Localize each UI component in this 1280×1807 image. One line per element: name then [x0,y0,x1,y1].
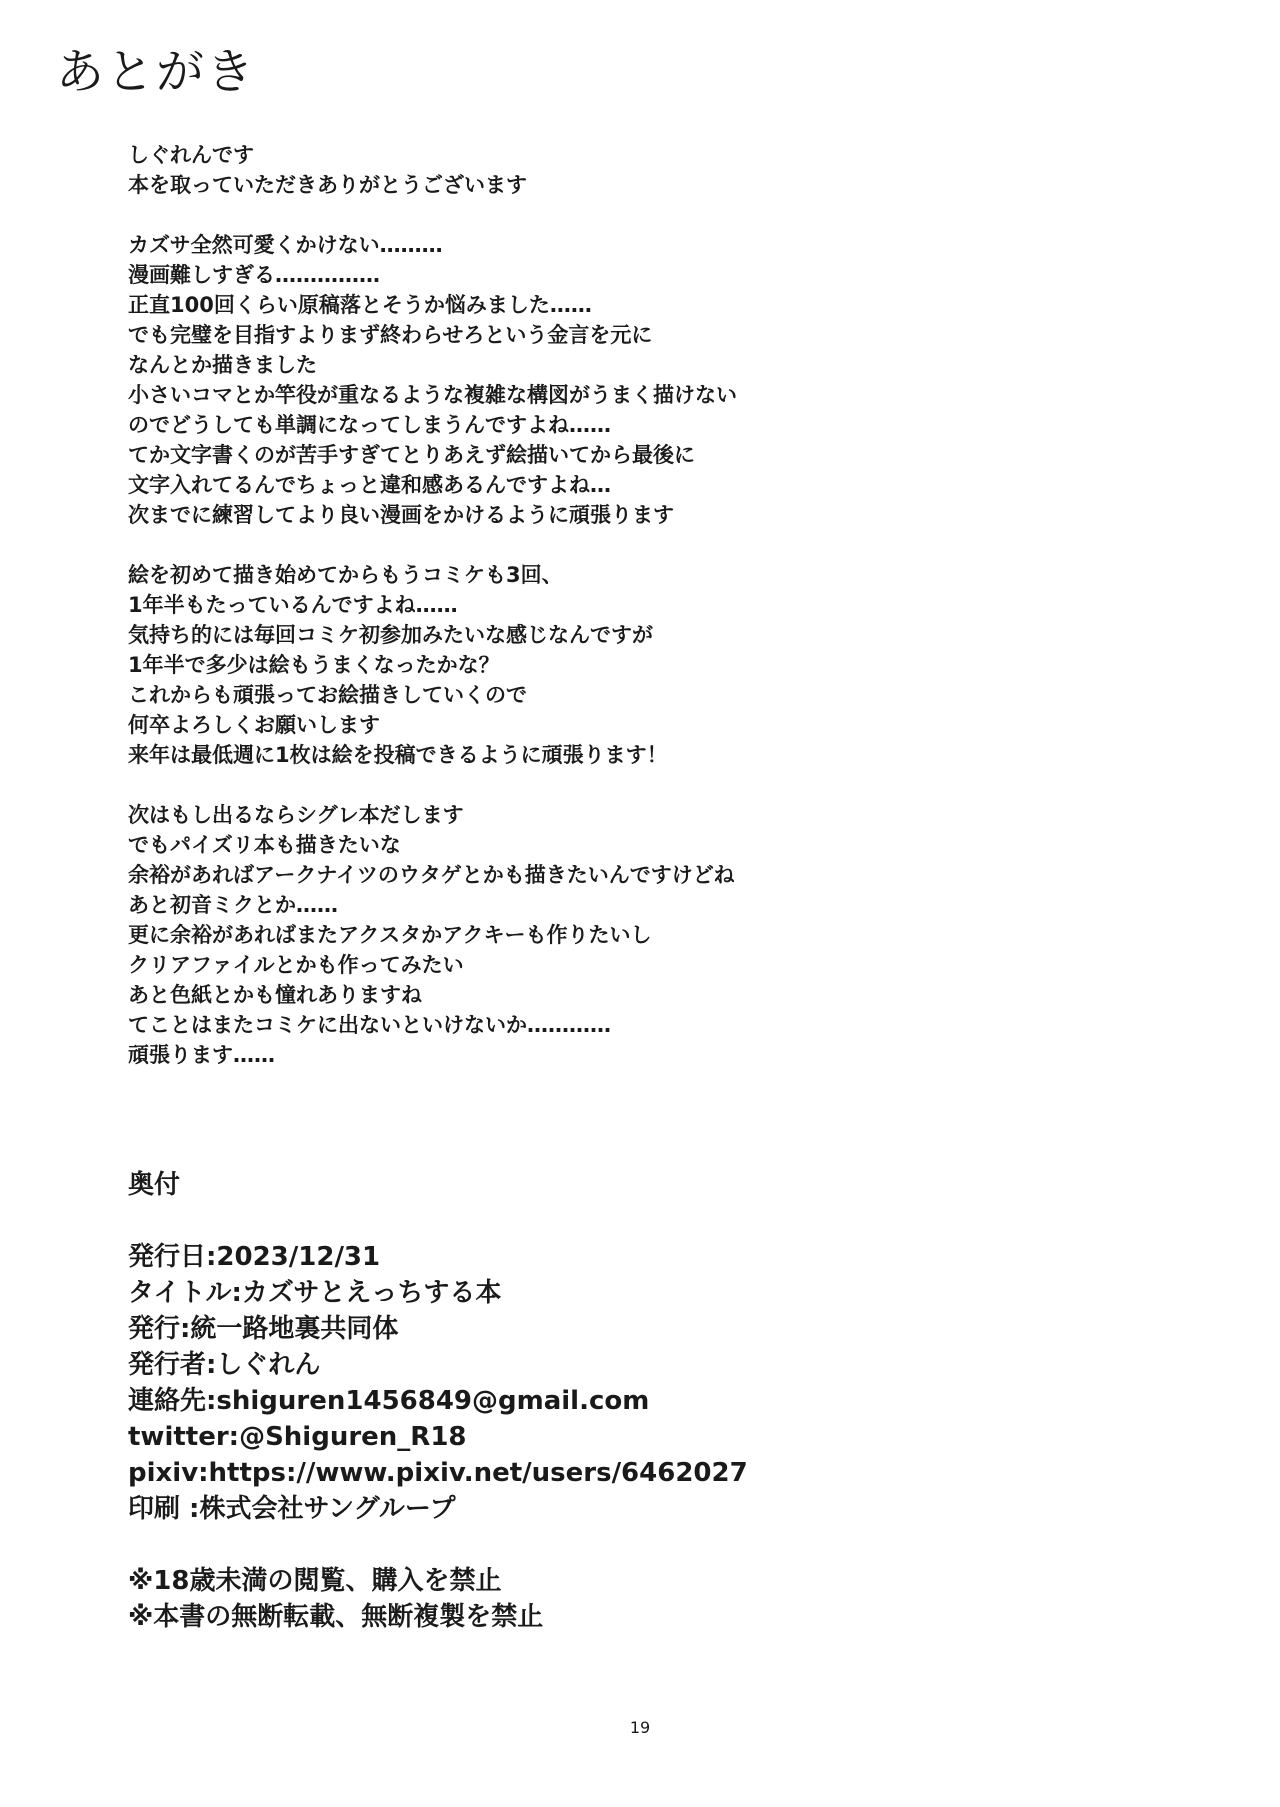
printer: 印刷 :株式会社サングループ [128,1494,456,1524]
text-line: 文字入れてるんでちょっと違和感あるんですよね… [128,473,611,497]
text-line: てことはまたコミケに出ないといけないか………… [128,1013,611,1037]
text-line: 来年は最低週に1枚は絵を投稿できるように頑張ります！ [128,743,668,767]
publish-date: 発行日:2023/12/31 [128,1242,381,1272]
text-line: てか文字書くのが苦手すぎてとりあえず絵描いてから最後に [128,443,695,467]
text-line: のでどうしても単調になってしまうんですよね…… [128,413,611,437]
text-line: 1年半もたっているんですよね…… [128,593,458,617]
page-number: 19 [629,1718,651,1737]
colophon-heading: 奥付 [128,1170,181,1200]
notices [128,1563,1228,1635]
contact-email: 連絡先:shiguren1456849@gmail.com [128,1386,650,1416]
afterword-paragraph-1 [128,140,1228,200]
text-line: 何卒よろしくお願いします [128,713,380,737]
text-line: 気持ち的には毎回コミケ初参加みたいな感じなんですが [128,623,653,647]
afterword-paragraph-4 [128,800,1228,1070]
text-line: クリアファイルとかも作ってみたい [128,953,464,977]
text-line: でも完璧を目指すよりまず終わらせろという金言を元に [128,323,653,347]
afterword-paragraph-2 [128,230,1228,530]
afterword-section [128,140,1228,1100]
text-line: しぐれんです [128,143,254,167]
text-line: 絵を初めて描き始めてからもうコミケも3回、 [128,563,563,587]
copyright-notice: ※本書の無断転載、無断複製を禁止 [128,1602,544,1632]
text-line: なんとか描きました [128,353,317,377]
colophon-section [128,1167,1228,1635]
author: 発行者:しぐれん [128,1350,321,1380]
page-title: あとがき [56,44,257,100]
text-line: あと色紙とかも憧れありますね [128,983,422,1007]
text-line: でもパイズリ本も描きたいな [128,833,401,857]
twitter-handle: twitter:@Shiguren_R18 [128,1422,467,1452]
text-line: あと初音ミクとか…… [128,893,338,917]
publisher: 発行:統一路地裏共同体 [128,1314,399,1344]
text-line: 漫画難しすぎる…………… [128,263,380,287]
text-line: 頑張ります…… [128,1043,275,1067]
text-line: 小さいコマとか竿役が重なるような複雑な構図がうまく描けない [128,383,737,407]
text-line: 更に余裕があればまたアクスタかアクキーも作りたいし [128,923,652,947]
text-line: これからも頑張ってお絵描きしていくので [128,683,527,707]
age-restriction-notice: ※18歳未満の閲覧、購入を禁止 [128,1566,502,1596]
text-line: 次はもし出るならシグレ本だします [128,803,464,827]
text-line: 1年半で多少は絵もうまくなったかな？ [128,653,500,677]
pixiv-url: pixiv:https://www.pixiv.net/users/6462027 [128,1458,748,1488]
text-line: 次までに練習してより良い漫画をかけるように頑張ります [128,503,674,527]
afterword-paragraph-3 [128,560,1228,770]
text-line: 余裕があればアークナイツのウタゲとかも描きたいんですけどね [128,863,735,887]
text-line: 本を取っていただきありがとうございます [128,173,527,197]
text-line: カズサ全然可愛くかけない……… [128,233,443,257]
book-title: タイトル:カズサとえっちする本 [128,1278,502,1308]
text-line: 正直100回くらい原稿落とそうか悩みました…… [128,293,592,317]
colophon-details [128,1239,1228,1527]
